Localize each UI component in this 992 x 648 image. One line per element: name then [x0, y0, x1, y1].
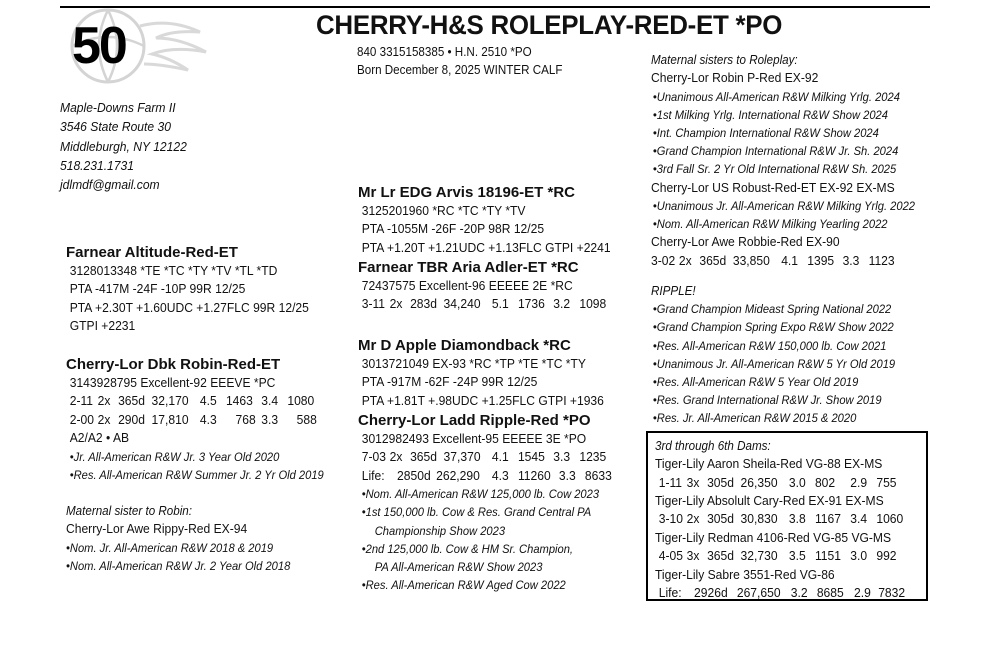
dam-sire-reg: 3013721049 EX-93 *RC *TP *TE *TC *TY: [361, 356, 586, 371]
dam5-name: Tiger-Lily Redman 4106-Red VG-85 VG-MS: [655, 529, 892, 545]
sire-pta: PTA -1055M -26F -20P 98R 12/25: [361, 221, 545, 237]
ripple-honor-3: •Res. All-American R&W 150,000 lb. Cow 2021: [652, 338, 887, 353]
animal-id-line: 840 3315158385 • H.N. 2510 *PO: [357, 45, 532, 59]
dam-sire-block: [358, 336, 622, 410]
robin-sister-honor-2: •Nom. All-American R&W Jr. 2 Year Old 2018: [66, 558, 291, 573]
animal-born-line: Born December 8, 2025 WINTER CALF: [357, 63, 563, 77]
sister3-record: 3-02 2x 365d 33,850 4.1 1395 3.3 1123: [651, 252, 895, 268]
maternal-sisters-label: Maternal sisters to Roleplay:: [651, 53, 798, 67]
dam-sire-pta-type: PTA +1.81T +.98UDC +1.25FLC GTPI +1936: [361, 392, 604, 408]
dam-honor-2: •1st 150,000 lb. Cow & Res. Grand Central PA: [361, 505, 592, 520]
dam-sire-name: Mr D Apple Diamondback *RC: [358, 337, 571, 354]
dam-record-life: Life: 2850d 262,290 4.3 11260 3.3 8633: [361, 467, 612, 483]
sire-sire-block: [66, 243, 327, 336]
dams-box-label: 3rd through 6th Dams:: [655, 439, 771, 453]
dam-name: Cherry-Lor Ladd Ripple-Red *PO: [358, 412, 591, 429]
sire-sire-gtpi: GTPI +2231: [69, 318, 136, 334]
sire-dam-record-1: 2-11 2x 365d 32,170 4.5 1463 3.4 1080: [69, 393, 315, 409]
dam3-name: Tiger-Lily Aaron Sheila-Red VG-88 EX-MS: [655, 456, 883, 472]
consignor-city: Middleburgh, NY 12122: [60, 138, 187, 154]
consignor-block: [60, 98, 187, 194]
consignor-address: 3546 State Route 30: [60, 119, 171, 135]
sire-dam-block: [66, 355, 343, 484]
sister1-honor-3: •Int. Champion International R&W Show 2024: [652, 126, 879, 141]
dam3-record: 1-11 3x 305d 26,350 3.0 802 2.9 755: [658, 474, 897, 490]
ripple-honor-4: •Unanimous Jr. All-American R&W 5 Yr Old 2019: [652, 356, 896, 371]
robin-sister-block: [66, 502, 290, 575]
ripple-label: RIPPLE!: [651, 284, 696, 298]
sister1-honor-1: •Unanimous All-American R&W Milking Yrlg. 2024: [652, 89, 900, 104]
dam6-record: Life: 2926d 267,650 3.2 8685 2.9 7832: [658, 585, 906, 601]
dam-of-sire-name: Farnear TBR Aria Adler-ET *RC: [358, 259, 579, 276]
dams-box: [646, 431, 928, 601]
dam-sire-pta: PTA -917M -62F -24P 99R 12/25: [361, 374, 538, 390]
sister2-honor-2: •Nom. All-American R&W Milking Yearling 2022: [652, 217, 888, 232]
sister1-name: Cherry-Lor Robin P-Red EX-92: [651, 70, 819, 86]
dam-honor-4: •2nd 125,000 lb. Cow & HM Sr. Champion,: [361, 541, 574, 556]
robin-sister-label: Maternal sister to Robin:: [66, 504, 193, 518]
sister1-honor-2: •1st Milking Yrlg. International R&W Show 2024: [652, 107, 888, 122]
sire-dam-reg: 3143928795 Excellent-92 EEEVE *PC: [69, 375, 276, 390]
dam-block: [358, 411, 631, 594]
sire-name: Mr Lr EDG Arvis 18196-ET *RC: [358, 184, 576, 201]
ripple-honor-6: •Res. Grand International R&W Jr. Show 2019: [652, 393, 882, 408]
dam-of-sire-record: 3-11 2x 283d 34,240 5.1 1736 3.2 1098: [361, 296, 607, 312]
sire-block: [358, 183, 630, 257]
robin-sister-honor-1: •Nom. Jr. All-American R&W 2018 & 2019: [66, 540, 274, 555]
sister2-name: Cherry-Lor US Robust-Red-ET EX-92 EX-MS: [651, 179, 895, 195]
ripple-honor-1: •Grand Champion Mideast Spring National 2022: [652, 302, 892, 317]
dam6-name: Tiger-Lily Sabre 3551-Red VG-86: [655, 566, 835, 582]
page-title: CHERRY-H&S ROLEPLAY-RED-ET *PO: [316, 10, 783, 40]
ripple-honor-7: •Res. Jr. All-American R&W 2015 & 2020: [652, 411, 857, 426]
sire-reg: 3125201960 *RC *TC *TY *TV: [361, 203, 526, 218]
consignor-farm: Maple-Downs Farm II: [60, 100, 176, 115]
consignor-phone: 518.231.1731: [60, 157, 134, 173]
ripple-honor-2: •Grand Champion Spring Expo R&W Show 2022: [652, 320, 894, 335]
sire-dam-honor-1: •Jr. All-American R&W Jr. 3 Year Old 2020: [69, 449, 280, 464]
sire-sire-pta: PTA -417M -24F -10P 99R 12/25: [69, 281, 246, 297]
dam4-name: Tiger-Lily Absolult Cary-Red EX-91 EX-MS: [655, 493, 884, 509]
dam-honor-6: •Res. All-American R&W Aged Cow 2022: [361, 578, 566, 593]
sire-pta-type: PTA +1.20T +1.21UDC +1.13FLC GTPI +2241: [361, 239, 611, 255]
dam-honor-1: •Nom. All-American R&W 125,000 lb. Cow 2023: [361, 487, 600, 502]
dam5-record: 4-05 3x 365d 32,730 3.5 1151 3.0 992: [658, 548, 897, 564]
sire-dam-honor-2: •Res. All-American R&W Summer Jr. 2 Yr Old 2019: [69, 467, 324, 482]
maternal-sisters-block: [651, 51, 915, 270]
lot-number: 50: [72, 17, 126, 75]
sister3-name: Cherry-Lor Awe Robbie-Red EX-90: [651, 234, 840, 250]
dam-of-sire-block: [358, 258, 625, 314]
consignor-email: jdlmdf@gmail.com: [60, 177, 160, 193]
dam-honor-5: PA All-American R&W Show 2023: [374, 560, 543, 575]
dam-of-sire-reg: 72437575 Excellent-96 EEEEE 2E *RC: [361, 278, 573, 293]
dam-honor-3: Championship Show 2023: [374, 523, 506, 538]
robin-sister-name: Cherry-Lor Awe Rippy-Red EX-94: [66, 521, 248, 537]
sire-dam-name: Cherry-Lor Dbk Robin-Red-ET: [66, 356, 281, 373]
sister1-honor-5: •3rd Fall Sr. 2 Yr Old International R&W Sh. 2025: [652, 162, 897, 177]
sire-sire-name: Farnear Altitude-Red-ET: [66, 244, 238, 261]
sire-dam-record-2: 2-00 2x 290d 17,810 4.3 768 3.3 588: [69, 411, 317, 427]
sire-sire-pta-type: PTA +2.30T +1.60UDC +1.27FLC 99R 12/25: [69, 299, 309, 315]
sister1-honor-4: •Grand Champion International R&W Jr. Sh. 2024: [652, 144, 899, 159]
sister2-honor-1: •Unanimous Jr. All-American R&W Milking Yrlg. 2022: [652, 199, 915, 214]
dam4-record: 3-10 2x 305d 30,830 3.8 1167 3.4 1060: [658, 511, 904, 527]
dam-record-1: 7-03 2x 365d 37,370 4.1 1545 3.3 1235: [361, 449, 607, 465]
dam-reg: 3012982493 Excellent-95 EEEEE 3E *PO: [361, 431, 587, 446]
sire-dam-genetics: A2/A2 • AB: [69, 430, 130, 446]
ripple-honor-5: •Res. All-American R&W 5 Year Old 2019: [652, 375, 859, 390]
sire-sire-reg: 3128013348 *TE *TC *TY *TV *TL *TD: [69, 263, 278, 278]
ripple-block: [651, 282, 895, 428]
